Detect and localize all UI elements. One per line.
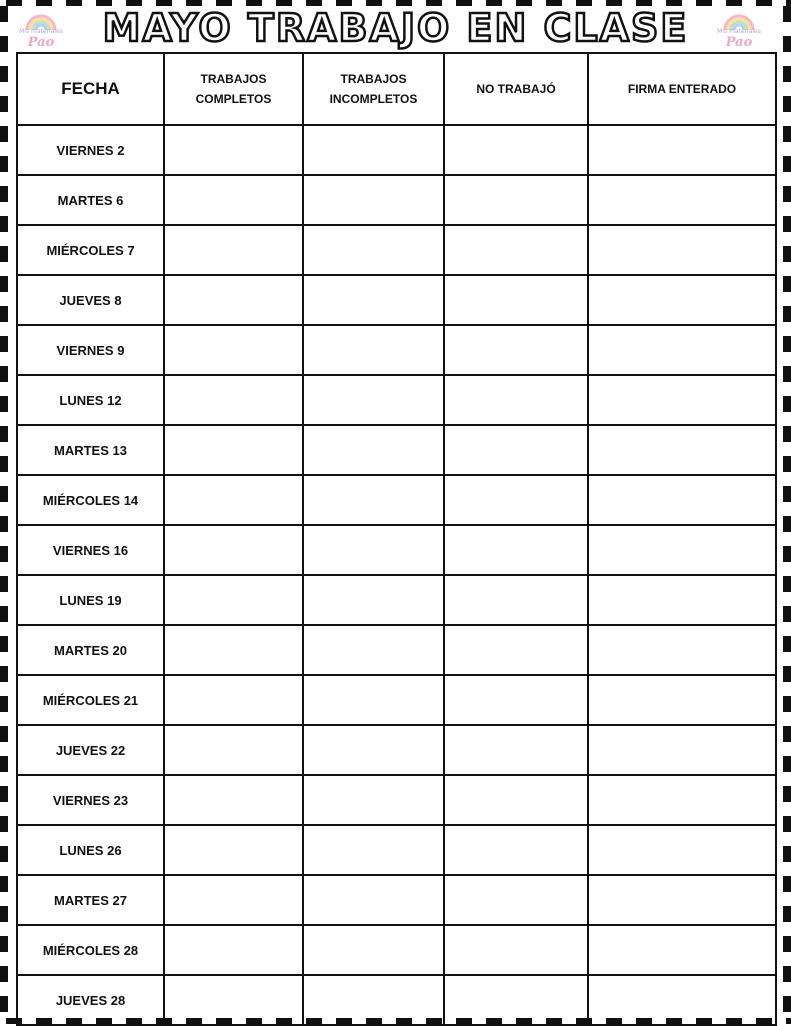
completos-cell[interactable]	[164, 775, 303, 825]
table-row	[17, 575, 776, 625]
incompletos-cell[interactable]	[303, 425, 444, 475]
firma-cell[interactable]	[588, 625, 776, 675]
firma-cell[interactable]	[588, 775, 776, 825]
completos-cell[interactable]	[164, 375, 303, 425]
completos-cell[interactable]	[164, 725, 303, 775]
date-cell: MIÉRCOLES 21	[17, 675, 164, 725]
table-row	[17, 275, 776, 325]
incompletos-cell[interactable]	[303, 375, 444, 425]
completos-cell[interactable]	[164, 675, 303, 725]
incompletos-cell[interactable]	[303, 925, 444, 975]
completos-cell[interactable]	[164, 925, 303, 975]
no-trabajo-cell[interactable]	[444, 125, 588, 175]
firma-cell[interactable]	[588, 525, 776, 575]
table-row	[17, 525, 776, 575]
date-cell: MARTES 27	[17, 875, 164, 925]
table-row	[17, 675, 776, 725]
no-trabajo-cell[interactable]	[444, 375, 588, 425]
table-row	[17, 325, 776, 375]
no-trabajo-cell[interactable]	[444, 875, 588, 925]
no-trabajo-cell[interactable]	[444, 525, 588, 575]
header-trabajos-incompletos: TRABAJOS INCOMPLETOS	[303, 53, 444, 125]
incompletos-cell[interactable]	[303, 225, 444, 275]
date-cell: LUNES 12	[17, 375, 164, 425]
firma-cell[interactable]	[588, 175, 776, 225]
header-row	[17, 53, 776, 125]
table-row	[17, 875, 776, 925]
date-cell: JUEVES 8	[17, 275, 164, 325]
no-trabajo-cell[interactable]	[444, 925, 588, 975]
completos-cell[interactable]	[164, 425, 303, 475]
date-cell: VIERNES 23	[17, 775, 164, 825]
incompletos-cell[interactable]	[303, 125, 444, 175]
logo-name: Pao	[27, 35, 55, 50]
table-row	[17, 175, 776, 225]
incompletos-cell[interactable]	[303, 625, 444, 675]
firma-cell[interactable]	[588, 925, 776, 975]
logo-name: Pao	[725, 35, 753, 50]
brand-logo-right	[708, 8, 770, 54]
no-trabajo-cell[interactable]	[444, 975, 588, 1025]
header-no-trabajo: NO TRABAJÓ	[444, 53, 588, 125]
date-cell: JUEVES 28	[17, 975, 164, 1025]
table-row	[17, 625, 776, 675]
table-row	[17, 925, 776, 975]
incompletos-cell[interactable]	[303, 725, 444, 775]
date-cell: VIERNES 16	[17, 525, 164, 575]
firma-cell[interactable]	[588, 825, 776, 875]
no-trabajo-cell[interactable]	[444, 225, 588, 275]
completos-cell[interactable]	[164, 125, 303, 175]
date-cell: MIÉRCOLES 28	[17, 925, 164, 975]
completos-cell[interactable]	[164, 975, 303, 1025]
date-cell: LUNES 26	[17, 825, 164, 875]
completos-cell[interactable]	[164, 325, 303, 375]
date-cell: MIÉRCOLES 7	[17, 225, 164, 275]
date-cell: VIERNES 9	[17, 325, 164, 375]
completos-cell[interactable]	[164, 225, 303, 275]
incompletos-cell[interactable]	[303, 825, 444, 875]
date-cell: MARTES 13	[17, 425, 164, 475]
incompletos-cell[interactable]	[303, 575, 444, 625]
header-trabajos-completos: TRABAJOS COMPLETOS	[164, 53, 303, 125]
logo-text: Mis materiales	[717, 28, 761, 35]
no-trabajo-cell[interactable]	[444, 675, 588, 725]
completos-cell[interactable]	[164, 875, 303, 925]
incompletos-cell[interactable]	[303, 275, 444, 325]
table-row	[17, 225, 776, 275]
no-trabajo-cell[interactable]	[444, 775, 588, 825]
incompletos-cell[interactable]	[303, 775, 444, 825]
firma-cell[interactable]	[588, 225, 776, 275]
no-trabajo-cell[interactable]	[444, 825, 588, 875]
completos-cell[interactable]	[164, 825, 303, 875]
date-cell: MARTES 20	[17, 625, 164, 675]
firma-cell[interactable]	[588, 375, 776, 425]
table-row	[17, 125, 776, 175]
incompletos-cell[interactable]	[303, 325, 444, 375]
date-cell: MIÉRCOLES 14	[17, 475, 164, 525]
firma-cell[interactable]	[588, 325, 776, 375]
date-cell: JUEVES 22	[17, 725, 164, 775]
incompletos-cell[interactable]	[303, 475, 444, 525]
table-row	[17, 775, 776, 825]
firma-cell[interactable]	[588, 575, 776, 625]
incompletos-cell[interactable]	[303, 875, 444, 925]
logo-text: Mis materiales	[19, 28, 63, 35]
firma-cell[interactable]	[588, 125, 776, 175]
no-trabajo-cell[interactable]	[444, 725, 588, 775]
completos-cell[interactable]	[164, 525, 303, 575]
firma-cell[interactable]	[588, 475, 776, 525]
date-cell: VIERNES 2	[17, 125, 164, 175]
incompletos-cell[interactable]	[303, 525, 444, 575]
header-firma-enterado: FIRMA ENTERADO	[588, 53, 776, 125]
firma-cell[interactable]	[588, 275, 776, 325]
firma-cell[interactable]	[588, 875, 776, 925]
firma-cell[interactable]	[588, 975, 776, 1025]
no-trabajo-cell[interactable]	[444, 175, 588, 225]
table-row	[17, 475, 776, 525]
header-fecha: FECHA	[17, 53, 164, 125]
table-row	[17, 375, 776, 425]
incompletos-cell[interactable]	[303, 975, 444, 1025]
firma-cell[interactable]	[588, 425, 776, 475]
completos-cell[interactable]	[164, 175, 303, 225]
table-row	[17, 725, 776, 775]
no-trabajo-cell[interactable]	[444, 475, 588, 525]
incompletos-cell[interactable]	[303, 675, 444, 725]
page-title: MAYO TRABAJO EN CLASE	[102, 6, 689, 50]
table-row	[17, 975, 776, 1025]
firma-cell[interactable]	[588, 675, 776, 725]
table-row	[17, 425, 776, 475]
incompletos-cell[interactable]	[303, 175, 444, 225]
firma-cell[interactable]	[588, 725, 776, 775]
date-cell: LUNES 19	[17, 575, 164, 625]
completos-cell[interactable]	[164, 275, 303, 325]
no-trabajo-cell[interactable]	[444, 575, 588, 625]
no-trabajo-cell[interactable]	[444, 325, 588, 375]
completos-cell[interactable]	[164, 625, 303, 675]
no-trabajo-cell[interactable]	[444, 625, 588, 675]
completos-cell[interactable]	[164, 575, 303, 625]
no-trabajo-cell[interactable]	[444, 275, 588, 325]
table-row	[17, 825, 776, 875]
no-trabajo-cell[interactable]	[444, 425, 588, 475]
attendance-table	[16, 52, 777, 1026]
date-cell: MARTES 6	[17, 175, 164, 225]
completos-cell[interactable]	[164, 475, 303, 525]
